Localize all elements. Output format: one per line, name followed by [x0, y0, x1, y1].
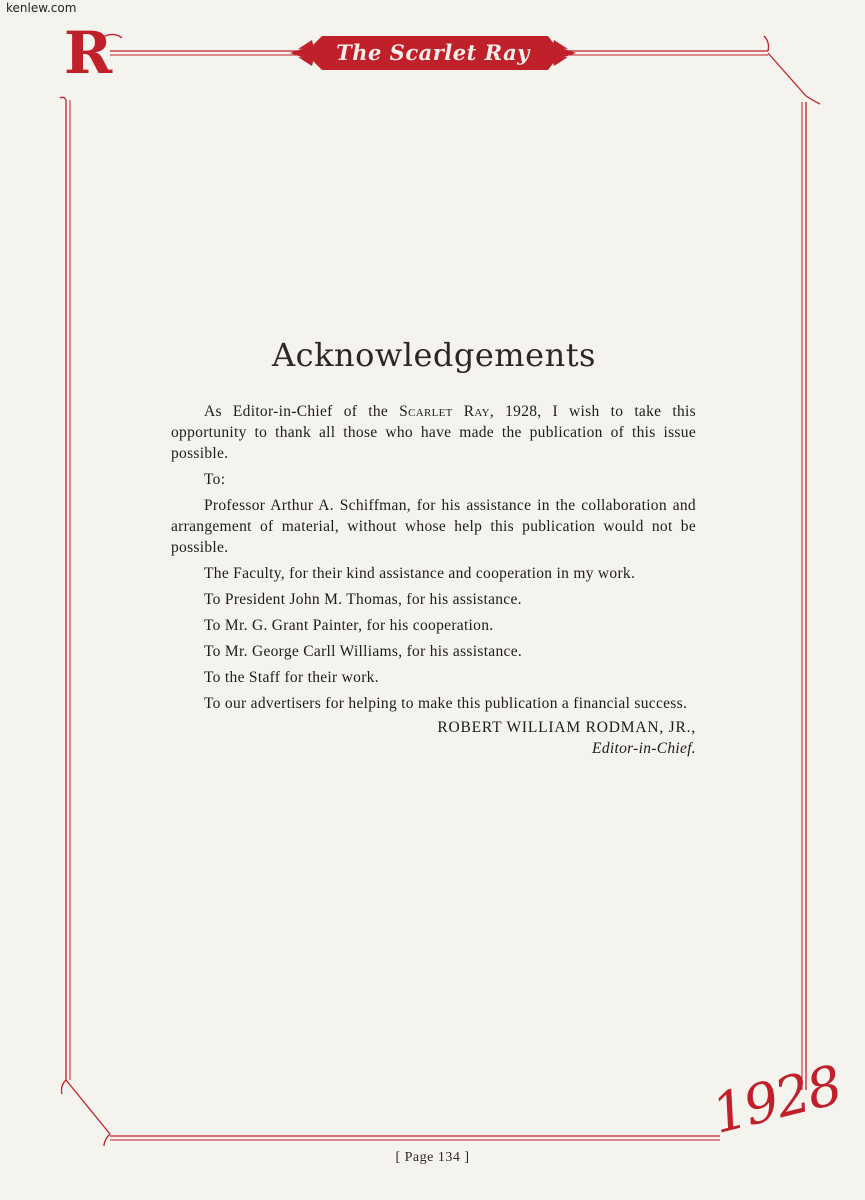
- to-label: To:: [204, 471, 226, 488]
- acknowledgement-item: To our advertisers for helping to make this publication a financial success.: [204, 695, 688, 712]
- acknowledgement-item: To President John M. Thomas, for his assistance.: [204, 591, 522, 608]
- acknowledgement-item: To the Staff for their work.: [204, 669, 379, 686]
- signature-name: ROBERT WILLIAM RODMAN, JR.,: [437, 719, 696, 736]
- intro-text-start: As Editor-in-Chief of the: [204, 403, 400, 420]
- acknowledgement-item: Professor Arthur A. Schiffman, for his assistance in the collaboration and arrangement of material, without whose help this publication would not be possible.: [171, 497, 696, 556]
- acknowledgement-item: To Mr. George Carll Williams, for his assistance.: [204, 643, 523, 660]
- acknowledgement-item: To Mr. G. Grant Painter, for his cooperation.: [204, 617, 494, 634]
- page-number: [ Page 134 ]: [395, 1150, 470, 1165]
- intro-paragraph: [171, 401, 696, 464]
- page-title: Acknowledgements: [272, 336, 596, 374]
- publication-banner-title: The Scarlet Ray: [336, 39, 530, 65]
- signature-title: Editor-in-Chief.: [592, 740, 696, 757]
- acknowledgements-body: [171, 401, 696, 759]
- corner-monogram-letter: R: [64, 19, 113, 87]
- intro-text-end: , 1928, I wish to take this opportunity to thank all those who have made the publication of this issue possible.: [171, 403, 696, 462]
- corner-year-ornament: 1928: [705, 1053, 847, 1146]
- publication-name: Scarlet Ray: [399, 403, 490, 420]
- acknowledgement-item: The Faculty, for their kind assistance and cooperation in my work.: [204, 565, 636, 582]
- site-watermark: kenlew.com: [6, 1, 77, 15]
